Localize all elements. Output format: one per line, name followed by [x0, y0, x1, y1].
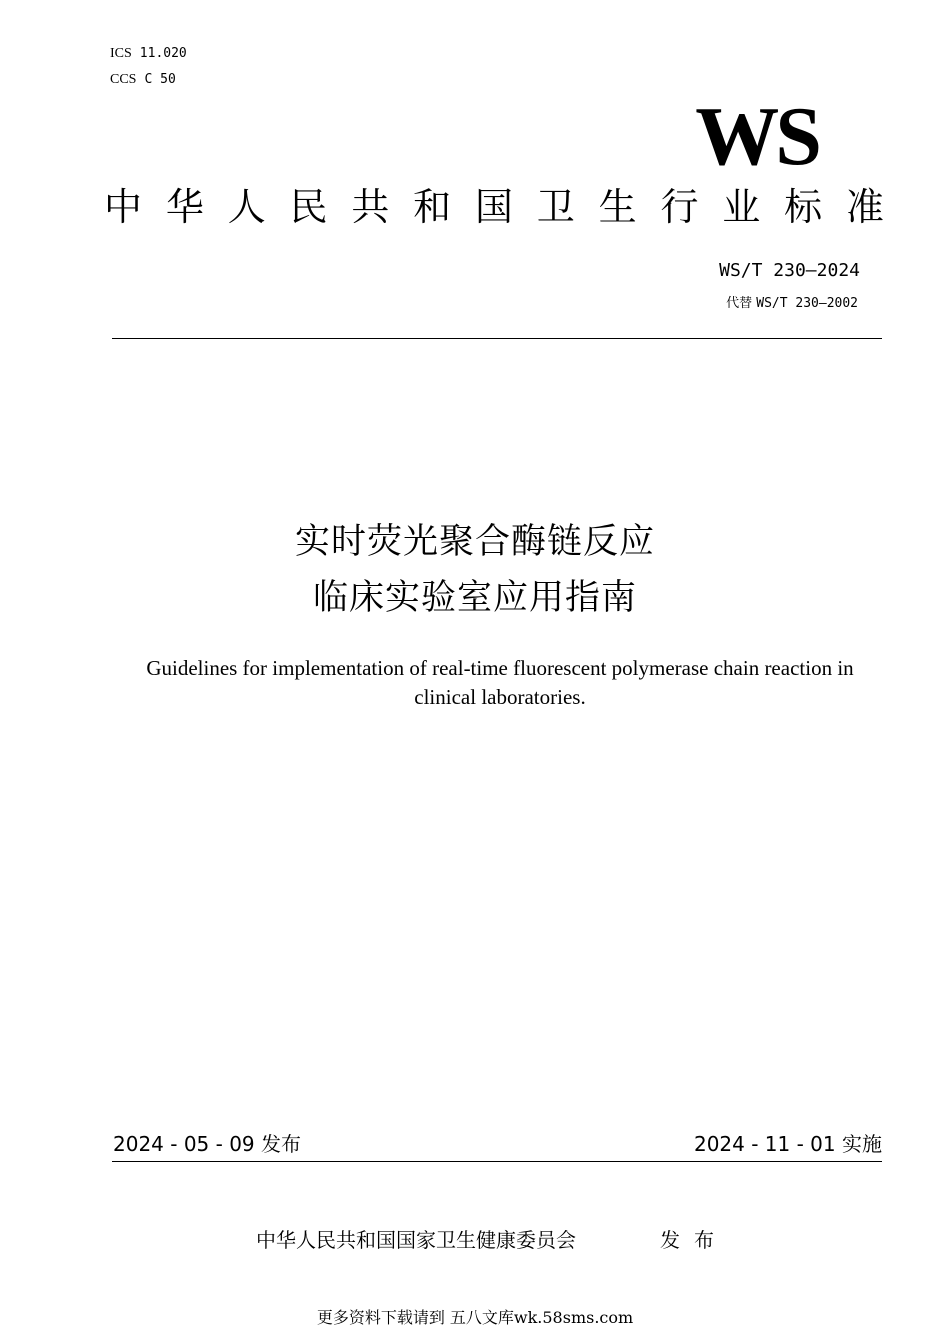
ics-label: ICS — [110, 46, 132, 61]
issuing-authority: 中华人民共和国国家卫生健康委员会 — [256, 1228, 576, 1252]
issue-label: 发布 — [660, 1228, 728, 1252]
document-title-cn-line-2: 临床实验室应用指南 — [312, 578, 637, 618]
header-divider — [112, 338, 882, 339]
title-char: 准 — [845, 185, 884, 229]
replaces-number: WS/T 230—2002 — [756, 296, 858, 311]
title-char: 和 — [413, 185, 452, 229]
standard-category-title — [104, 184, 884, 230]
title-char: 国 — [474, 185, 513, 229]
effective-date: 2024 - 11 - 01 实施 — [693, 1132, 882, 1156]
title-char: 民 — [289, 185, 328, 229]
title-char: 华 — [165, 185, 204, 229]
title-char: 卫 — [536, 185, 575, 229]
title-char: 行 — [660, 185, 699, 229]
document-title-cn-line-1: 实时荧光聚合酶链反应 — [294, 522, 655, 562]
replaces-note — [726, 292, 858, 311]
ccs-code: C 50 — [144, 72, 176, 87]
title-char: 中 — [104, 185, 143, 229]
ws-logo: WS — [695, 90, 818, 183]
standard-number: WS/T 230—2024 — [719, 260, 860, 281]
ics-code: 11.020 — [139, 46, 187, 61]
footer-divider — [112, 1161, 882, 1162]
title-char: 共 — [351, 185, 390, 229]
title-char: 业 — [722, 185, 761, 229]
replaces-label: 代替 — [726, 296, 753, 311]
title-char: 生 — [598, 185, 637, 229]
publish-date: 2024 - 05 - 09 发布 — [113, 1132, 302, 1156]
ccs-classification — [110, 72, 176, 88]
ics-classification — [110, 46, 187, 62]
download-watermark: 更多资料下载请到 五八文库wk.58sms.com — [316, 1308, 634, 1327]
document-title-en: Guidelines for implementation of real-time fluorescent polymerase chain reaction in clinical laboratories. — [146, 656, 854, 709]
title-char: 人 — [227, 185, 266, 229]
title-char: 标 — [784, 185, 823, 229]
ccs-label: CCS — [110, 72, 137, 87]
